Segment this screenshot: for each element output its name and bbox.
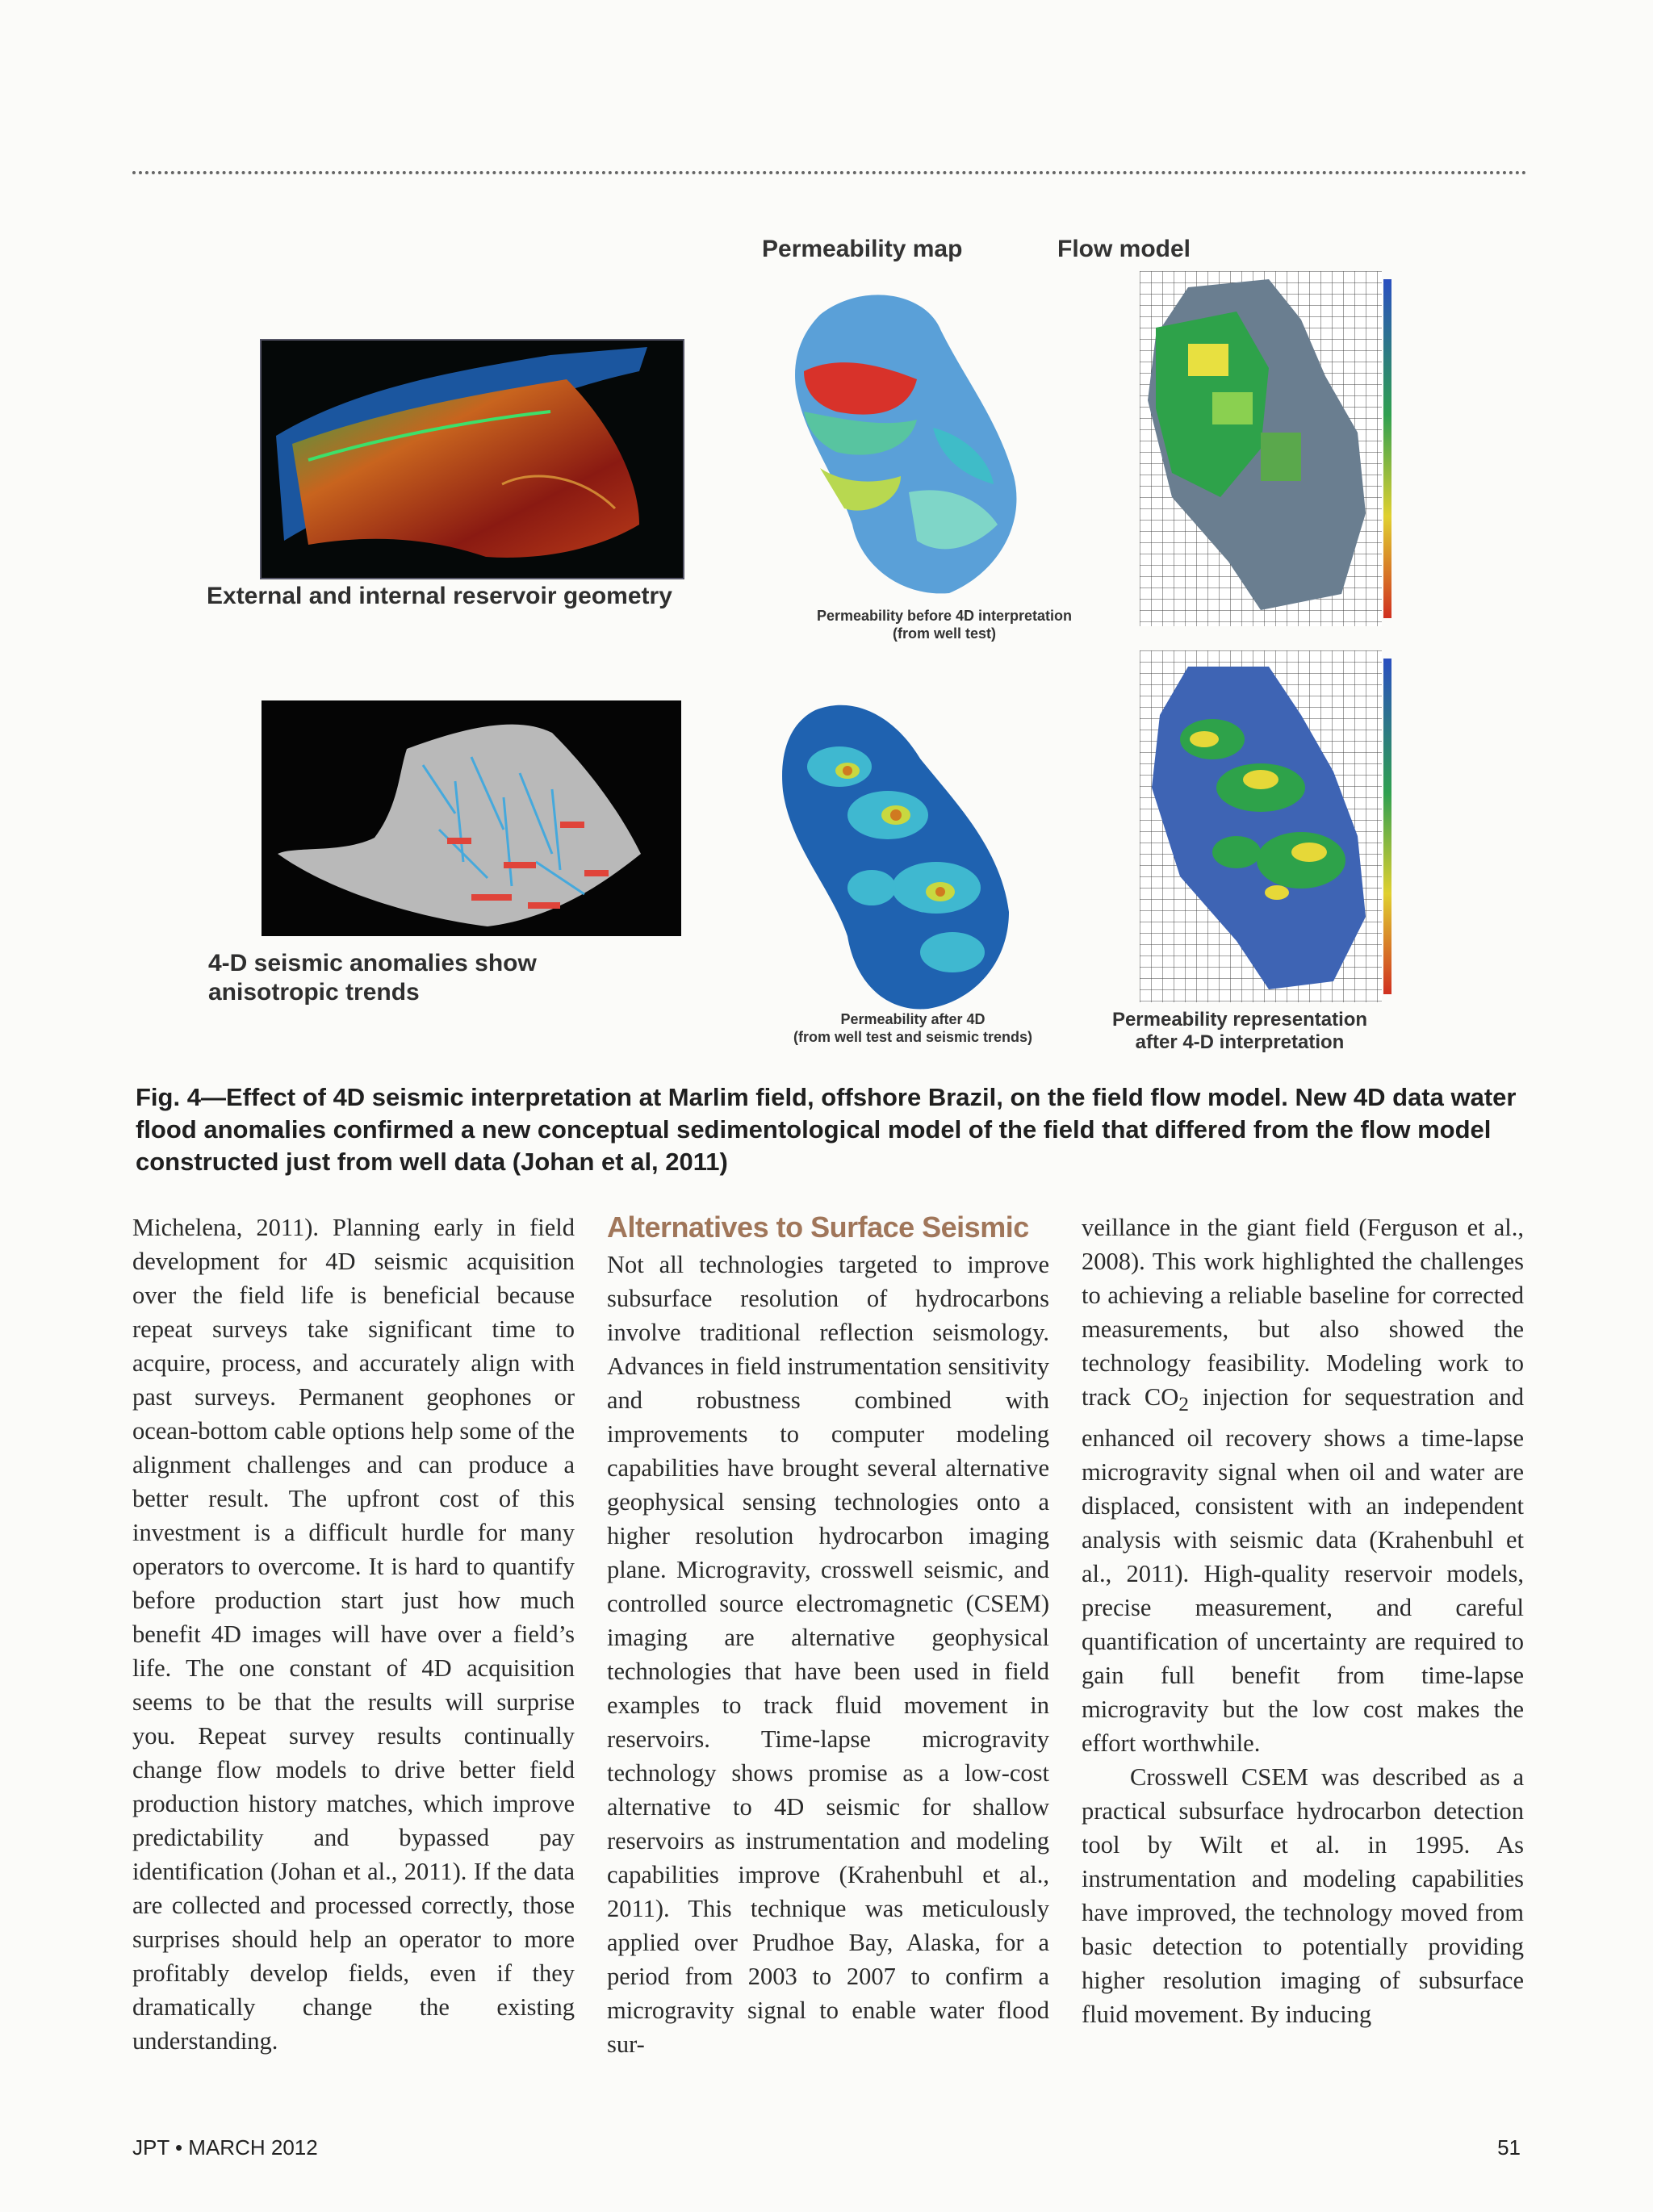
column-2-paragraph: Not all technologies targeted to improve subsurface resolution of hydrocarbons involve traditional reflection seismology. Advances in field instrumentation sensitivity and robustness combined with improvements to computer modeling capabilities have brought several alternative geophysical sensing technologies onto a higher resolution hydrocarbon imaging plane. Microgravity, crosswell seismic, and controlled source electromagnetic (CSEM) imaging are alternative geophysical technologies that have been used in field examples to track fluid movement in reservoirs. Time-lapse microgravity technology shows promise as a low-cost alternative to 4D seismic for shallow reservoirs as instrumentation and modeling capabilities improve (Krahenbuhl et al., 2011). This technique was meticulously applied over Prudhoe Bay, Alaska, for a period from 2003 to 2007 to confirm a microgravity signal to enable water flood sur- (607, 1251, 1049, 2058)
permeability-before-map (788, 282, 1030, 601)
article-column-3 (1082, 1211, 1524, 2031)
label-reservoir-geometry: External and internal reservoir geometry (207, 583, 672, 609)
column-1-paragraph: Michelena, 2011). Planning early in field development for 4D seismic acquisition over the field life is beneficial because repeat surveys take significant time to acquire, process, and accurately align with past surveys. Permanent geophones or ocean-bottom cable options help some of the alignment challenges and can produce a better result. The upfront cost of this investment is a difficult hurdle for many operators to overcome. It is hard to quantify before production start just how much benefit 4D images will have over a field’s life. The one constant of 4D acquisition seems to be that the results will surprise you. Repeat survey results continually change flow models to drive better field production history matches, which improve predictability and bypassed pay identification (Johan et al., 2011). If the data are collected and processed correctly, those surprises should help an operator to more profitably develop fields, even if they dramatically change the existing understanding. (132, 1214, 575, 2055)
column-3-paragraph-1 (1082, 1211, 1524, 1760)
section-heading: Alternatives to Surface Seismic (607, 1211, 1029, 1244)
seismic-anomalies-image (262, 700, 681, 936)
figure-caption: Fig. 4—Effect of 4D seismic interpretation at Marlim field, offshore Brazil, on the field flow model. New 4D data water flood anomalies confirmed a new conceptual sedimentological model of the field that differed from the flow model constructed just from well data (Johan et al, 2011) (136, 1083, 1517, 1176)
reservoir-geometry-image (260, 339, 684, 579)
heading-permeability-map: Permeability map (762, 236, 963, 262)
co2-subscript: 2 (1178, 1393, 1189, 1416)
caption-permeability-after-line2: (from well test and seismic trends) (793, 1029, 1033, 1045)
column-3-text-b: injection for sequestration and enhanced oil recovery shows a time-lapse microgravity signal when oil and water are displaced, consistent with an independent analysis with seismic data (Krahenbuhl et al., 2011). High-quality reservoir models, precise measurement, and careful quantification of uncertainty are required to gain full benefit from time-lapse microgravity but the low cost makes the effort worthwhile. (1082, 1383, 1524, 1758)
label-seismic-anomalies (208, 949, 537, 1007)
caption-permeability-before-line2: (from well test) (892, 625, 996, 642)
footer-page-number: 51 (1497, 2135, 1521, 2160)
article-column-2 (607, 1211, 1049, 2061)
flow-model-before-grid (1140, 271, 1414, 626)
caption-permeability-after-line1: Permeability after 4D (840, 1011, 986, 1027)
column-3-text-a: veillance in the giant field (Ferguson et al., 2008). This work highlighted the challenges to achieving a reliable baseline for corrected measurements, but also showed the technology feasibility. Modeling work to track CO (1082, 1214, 1524, 1411)
heading-flow-model: Flow model (1057, 236, 1191, 262)
permeability-after-map (767, 694, 1041, 1017)
label-seismic-anomalies-line1: 4-D seismic anomalies show (208, 950, 537, 976)
caption-permeability-representation (1094, 1009, 1385, 1054)
article-column-1 (132, 1211, 575, 2058)
caption-permeability-after (780, 1010, 1046, 1046)
flow-model-after-grid (1140, 650, 1414, 1002)
dotted-rule (132, 171, 1527, 174)
column-3-paragraph-2: Crosswell CSEM was described as a practical subsurface hydrocarbon detection tool by Wilt et al. in 1995. As instrumentation and modeling capabilities have improved, the technology moved from basic detection to potentially providing higher resolution imaging of subsurface fluid movement. By inducing (1082, 1763, 1524, 2029)
caption-permeability-representation-line1: Permeability representation (1111, 1009, 1368, 1031)
label-seismic-anomalies-line2: anisotropic trends (208, 979, 420, 1006)
caption-permeability-before (791, 607, 1098, 642)
caption-permeability-representation-line2: after 4-D interpretation (1135, 1031, 1345, 1053)
caption-permeability-before-line1: Permeability before 4D interpretation (816, 608, 1073, 624)
footer-journal: JPT • MARCH 2012 (132, 2135, 318, 2160)
